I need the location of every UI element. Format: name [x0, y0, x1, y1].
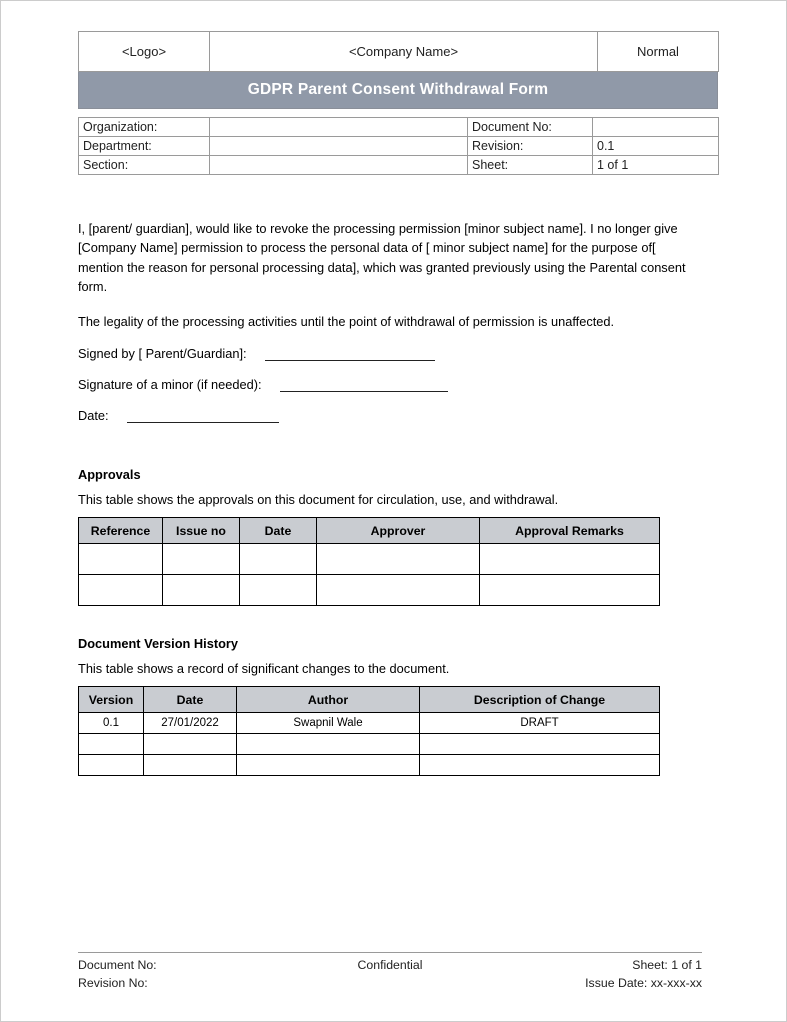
table-row [79, 755, 660, 776]
table-row [79, 156, 719, 175]
minor-signature-line[interactable] [280, 379, 448, 392]
cell-issue-no[interactable] [163, 575, 240, 606]
cell-approver[interactable] [317, 575, 480, 606]
document-content [78, 31, 718, 776]
column-header-date: Date [144, 687, 237, 713]
cell-issue-no[interactable] [163, 544, 240, 575]
table-row [79, 544, 660, 575]
cell-description[interactable] [420, 755, 660, 776]
cell-author[interactable] [237, 755, 420, 776]
table-row [79, 575, 660, 606]
cell-version[interactable] [79, 734, 144, 755]
meta-value-sheet: 1 of 1 [593, 156, 719, 175]
meta-value-department [210, 137, 468, 156]
date-row [78, 408, 718, 423]
date-label: Date: [78, 408, 109, 424]
document-meta-table [78, 117, 719, 175]
table-row [79, 32, 719, 72]
cell-reference[interactable] [79, 544, 163, 575]
approvals-table [78, 517, 660, 606]
document-header-table [78, 31, 719, 72]
meta-label-document-no: Document No: [468, 118, 593, 137]
footer-row-top [78, 957, 702, 975]
footer-row-bottom [78, 975, 702, 993]
body-section [78, 219, 718, 423]
logo-placeholder: <Logo> [79, 32, 210, 72]
table-header-row [79, 518, 660, 544]
page-footer [78, 952, 702, 993]
meta-label-organization: Organization: [79, 118, 210, 137]
company-name-placeholder: <Company Name> [210, 32, 598, 72]
cell-version[interactable] [79, 755, 144, 776]
meta-value-section [210, 156, 468, 175]
column-header-reference: Reference [79, 518, 163, 544]
meta-label-revision: Revision: [468, 137, 593, 156]
meta-label-section: Section: [79, 156, 210, 175]
meta-value-organization [210, 118, 468, 137]
date-line[interactable] [127, 410, 279, 423]
cell-description[interactable]: DRAFT [420, 713, 660, 734]
footer-sheet: Sheet: 1 of 1 [632, 958, 702, 972]
column-header-approval-remarks: Approval Remarks [480, 518, 660, 544]
cell-date[interactable]: 27/01/2022 [144, 713, 237, 734]
footer-document-no: Document No: [78, 958, 157, 972]
page-title: GDPR Parent Consent Withdrawal Form [78, 72, 718, 109]
cell-author[interactable] [237, 734, 420, 755]
column-header-approver: Approver [317, 518, 480, 544]
legality-statement: The legality of the processing activities until the point of withdrawal of permission is unaffected. [78, 313, 615, 329]
cell-date[interactable] [240, 544, 317, 575]
footer-spacer [284, 975, 496, 993]
table-row [79, 137, 719, 156]
cell-version[interactable]: 0.1 [79, 713, 144, 734]
cell-date[interactable] [240, 575, 317, 606]
cell-approver[interactable] [317, 544, 480, 575]
version-history-heading: Document Version History [78, 636, 238, 652]
version-history-description: This table shows a record of significant changes to the document. [78, 661, 450, 677]
column-header-issue-no: Issue no [163, 518, 240, 544]
approvals-section [78, 467, 718, 606]
cell-date[interactable] [144, 734, 237, 755]
version-history-section [78, 636, 718, 776]
cell-description[interactable] [420, 734, 660, 755]
table-row [79, 118, 719, 137]
column-header-description-of-change: Description of Change [420, 687, 660, 713]
column-header-date: Date [240, 518, 317, 544]
signed-by-row [78, 346, 718, 361]
table-row [79, 713, 660, 734]
approvals-heading: Approvals [78, 467, 141, 483]
meta-label-department: Department: [79, 137, 210, 156]
column-header-version: Version [79, 687, 144, 713]
approvals-description: This table shows the approvals on this document for circulation, use, and withdrawal. [78, 492, 559, 508]
meta-label-sheet: Sheet: [468, 156, 593, 175]
signed-by-line[interactable] [265, 348, 435, 361]
table-row [79, 734, 660, 755]
withdrawal-statement: I, [parent/ guardian], would like to revoke the processing permission [minor subject name]. I no longer give [Company Name] permission to process the personal data of [ minor subject name] for the purpose of[ mention the reason for personal processing data], which was granted previously using the Parental consent form. [78, 221, 686, 295]
classification-label: Normal [598, 32, 719, 72]
meta-value-document-no [593, 118, 719, 137]
version-history-table [78, 686, 660, 776]
table-header-row [79, 687, 660, 713]
footer-confidential: Confidential [357, 958, 423, 972]
minor-signature-row [78, 377, 718, 392]
footer-issue-date: Issue Date: xx-xxx-xx [585, 975, 702, 990]
cell-approval-remarks[interactable] [480, 575, 660, 606]
cell-author[interactable]: Swapnil Wale [237, 713, 420, 734]
cell-approval-remarks[interactable] [480, 544, 660, 575]
signed-by-label: Signed by [ Parent/Guardian]: [78, 346, 247, 362]
footer-revision-no: Revision No: [78, 975, 148, 990]
meta-value-revision: 0.1 [593, 137, 719, 156]
column-header-author: Author [237, 687, 420, 713]
cell-date[interactable] [144, 755, 237, 776]
minor-signature-label: Signature of a minor (if needed): [78, 377, 262, 393]
cell-reference[interactable] [79, 575, 163, 606]
